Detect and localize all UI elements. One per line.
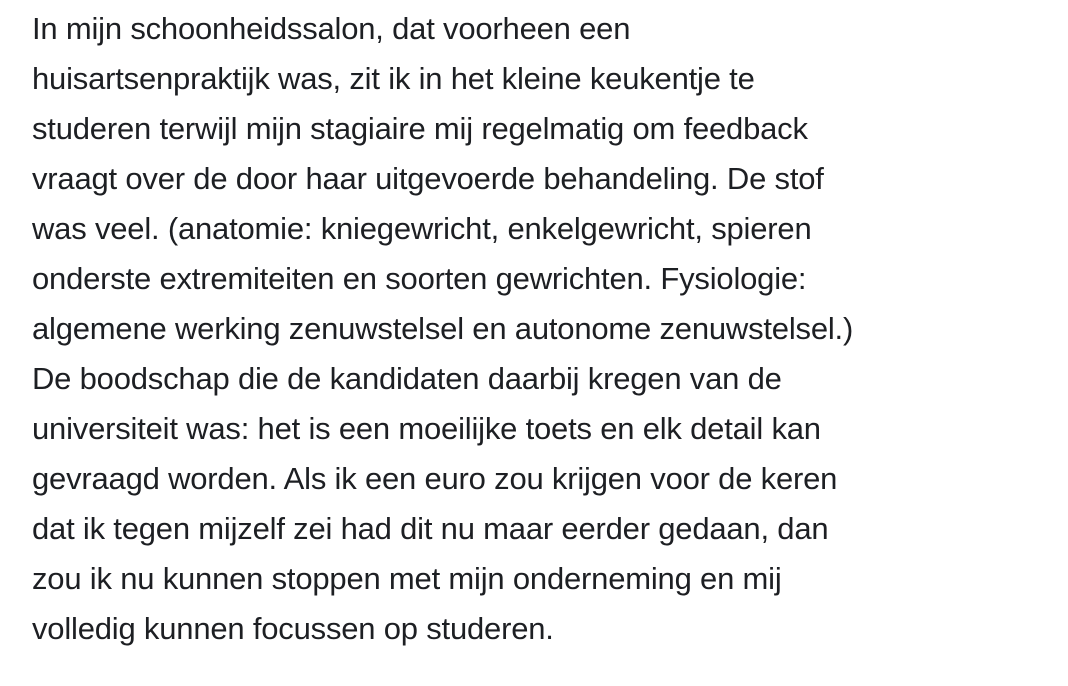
paragraph-line: De boodschap die de kandidaten daarbij kregen van de [32,361,782,396]
paragraph-line: dat ik tegen mijzelf zei had dit nu maar eerder gedaan, dan [32,511,829,546]
paragraph-line: studeren terwijl mijn stagiaire mij regelmatig om feedback [32,111,808,146]
paragraph-line: algemene werking zenuwstelsel en autonome zenuwstelsel.) [32,311,854,346]
paragraph-line: huisartsenpraktijk was, zit ik in het kleine keukentje te [32,61,755,96]
paragraph-line: volledig kunnen focussen op studeren. [32,611,554,646]
paragraph-line: onderste extremiteiten en soorten gewrichten. Fysiologie: [32,261,807,296]
paragraph-line: was veel. (anatomie: kniegewricht, enkelgewricht, spieren [32,211,812,246]
paragraph-line: universiteit was: het is een moeilijke toets en elk detail kan [32,411,821,446]
paragraph-line: vraagt over de door haar uitgevoerde behandeling. De stof [32,161,824,196]
paragraph-line: In mijn schoonheidssalon, dat voorheen een [32,11,631,46]
paragraph-line: gevraagd worden. Als ik een euro zou krijgen voor de keren [32,461,838,496]
paragraph-line: zou ik nu kunnen stoppen met mijn onderneming en mij [32,561,782,596]
